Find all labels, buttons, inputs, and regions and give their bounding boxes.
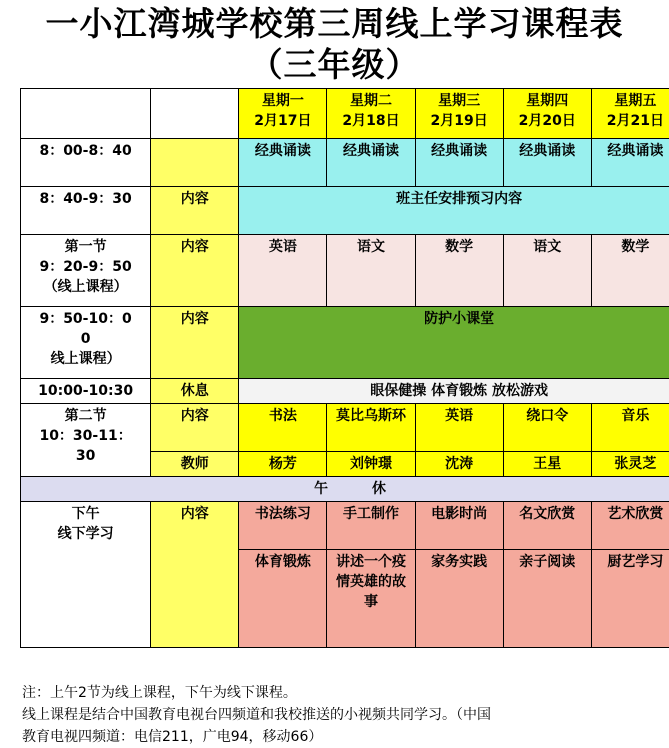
course-cell: 名文欣赏 <box>503 502 591 550</box>
course-cell: 书法练习 <box>239 502 327 550</box>
table-row <box>21 187 669 235</box>
period-cell: 第二节 10：30-11： 30 <box>21 404 151 477</box>
period-cell: 下午 线下学习 <box>21 502 151 648</box>
corner-cell <box>21 89 151 139</box>
teacher-cell: 张灵芝 <box>591 452 669 477</box>
page-subtitle: （三年级） <box>0 42 669 88</box>
table-row <box>21 139 669 187</box>
teacher-cell: 刘钟璟 <box>327 452 415 477</box>
course-cell: 电影时尚 <box>415 502 503 550</box>
course-cell: 英语 <box>239 235 327 307</box>
day-header: 星期四 2月20日 <box>503 89 591 139</box>
course-cell: 经典诵读 <box>503 139 591 187</box>
period-cell: 9：50-10：0 0 线上课程） <box>21 307 151 379</box>
course-cell: 厨艺学习 <box>591 550 669 648</box>
course-cell: 手工制作 <box>327 502 415 550</box>
table-row <box>21 235 669 307</box>
teacher-cell: 沈涛 <box>415 452 503 477</box>
day-header: 星期一 2月17日 <box>239 89 327 139</box>
merged-course-cell: 眼保健操 体育锻炼 放松游戏 <box>239 379 669 404</box>
header-row <box>21 89 669 139</box>
schedule-table <box>20 88 669 648</box>
note-line: 注：上午2节为线上课程，下午为线下课程。 <box>22 682 297 704</box>
note-line: 教育电视四频道：电信211，广电94，移动66） <box>22 726 322 748</box>
label-cell: 教师 <box>151 452 239 477</box>
teacher-cell: 王星 <box>503 452 591 477</box>
course-cell: 经典诵读 <box>239 139 327 187</box>
period-cell: 第一节 9：20-9：50 （线上课程） <box>21 235 151 307</box>
table-row <box>21 477 669 502</box>
course-cell: 莫比乌斯环 <box>327 404 415 452</box>
course-cell: 绕口令 <box>503 404 591 452</box>
label-cell: 内容 <box>151 235 239 307</box>
day-header: 星期二 2月18日 <box>327 89 415 139</box>
time-cell: 8：00-8：40 <box>21 139 151 187</box>
table-row <box>21 379 669 404</box>
teacher-cell: 杨芳 <box>239 452 327 477</box>
course-cell: 语文 <box>327 235 415 307</box>
label-cell: 内容 <box>151 404 239 452</box>
table-row <box>21 502 669 550</box>
course-cell: 艺术欣赏 <box>591 502 669 550</box>
course-cell: 数学 <box>415 235 503 307</box>
course-cell: 语文 <box>503 235 591 307</box>
corner-cell-2 <box>151 89 239 139</box>
day-header: 星期五 2月21日 <box>591 89 669 139</box>
course-cell: 讲述一个疫情英雄的故事 <box>327 550 415 648</box>
label-cell: 内容 <box>151 307 239 379</box>
course-cell: 经典诵读 <box>327 139 415 187</box>
table-row <box>21 307 669 379</box>
course-cell: 数学 <box>591 235 669 307</box>
page-title: 一小江湾城学校第三周线上学习课程表 <box>0 2 669 46</box>
course-cell: 家务实践 <box>415 550 503 648</box>
course-cell: 书法 <box>239 404 327 452</box>
course-cell: 音乐 <box>591 404 669 452</box>
noon-break-cell: 午 休 <box>21 477 669 502</box>
course-cell: 经典诵读 <box>415 139 503 187</box>
label-cell <box>151 139 239 187</box>
table-row <box>21 404 669 452</box>
note-line: 线上课程是结合中国教育电视台四频道和我校推送的小视频共同学习。（中国 <box>22 704 491 726</box>
course-cell: 英语 <box>415 404 503 452</box>
course-cell: 体育锻炼 <box>239 550 327 648</box>
time-cell: 8：40-9：30 <box>21 187 151 235</box>
merged-course-cell: 防护小课堂 <box>239 307 669 379</box>
course-cell: 经典诵读 <box>591 139 669 187</box>
time-cell: 10:00-10:30 <box>21 379 151 404</box>
label-cell: 内容 <box>151 187 239 235</box>
label-cell: 休息 <box>151 379 239 404</box>
day-header: 星期三 2月19日 <box>415 89 503 139</box>
course-cell: 亲子阅读 <box>503 550 591 648</box>
merged-course-cell: 班主任安排预习内容 <box>239 187 669 235</box>
label-cell: 内容 <box>151 502 239 648</box>
